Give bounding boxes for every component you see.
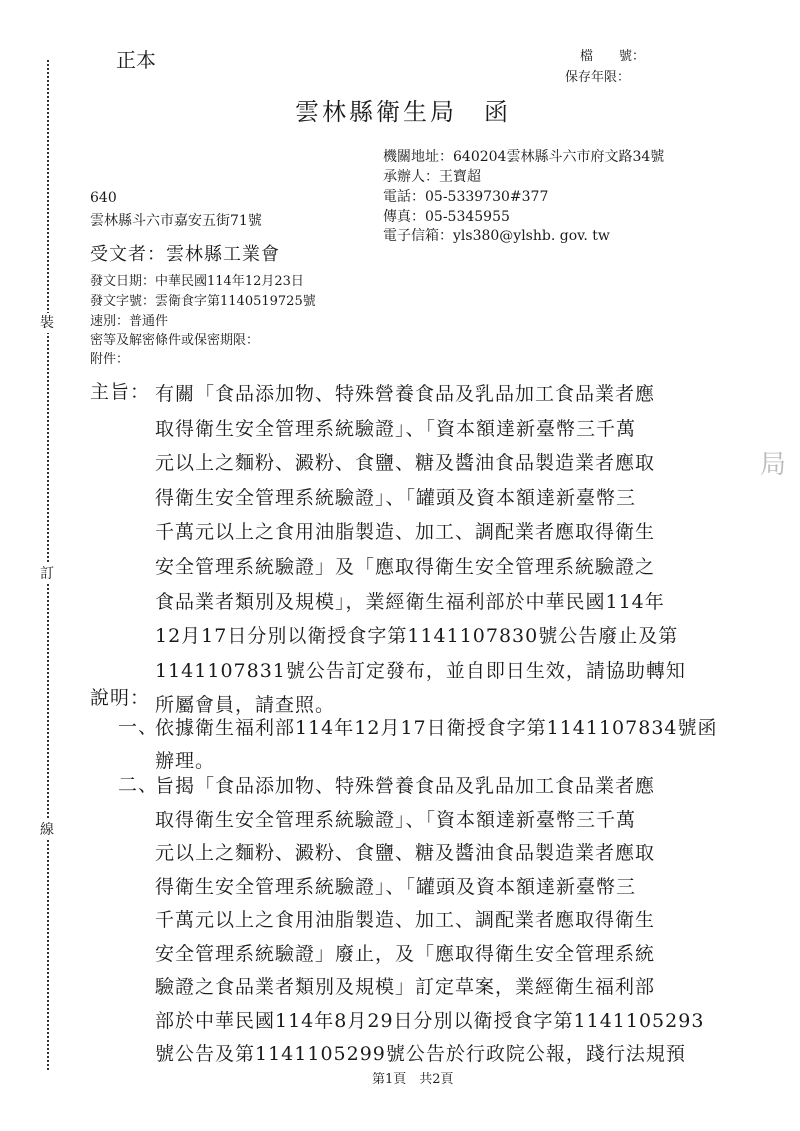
retention-label: 保存年限： [565,70,631,85]
recipient-address: 雲林縣斗六市嘉安五街71號 [90,213,262,229]
agency-fax: 傳真：05-5345955 [383,209,510,225]
page-number: 第1頁 共2頁 [372,1072,454,1087]
explanation-line: 千萬元以上之食用油脂製造、加工、調配業者應取得衛生 [155,909,656,931]
doc-attachment: 附件： [90,352,130,367]
doc-speed: 速別：普通件 [90,314,169,329]
binding-mark-ding: 訂 [40,566,54,582]
explanation-line: 依據衛生福利部114年12月17日衛授食字第1141107834號函 [155,717,718,739]
explanation-line: 號公告及第1141105299號公告於行政院公報，踐行法規預 [155,1043,686,1065]
subject-line: 元以上之麵粉、澱粉、食鹽、糖及醬油食品製造業者應取 [155,452,656,475]
agency-handler: 承辦人：王寶超 [383,169,481,185]
copy-mark: 正本 [116,48,156,72]
subject-line: 安全管理系統驗證」及「應取得衛生安全管理系統驗證之 [155,555,656,578]
doc-secrecy: 密等及解密條件或保密期限： [90,333,260,348]
subject-line: 12月17日分別以衛授食字第1141107830號公告廢止及第 [155,625,679,648]
explanation-line: 元以上之麵粉、澱粉、食鹽、糖及醬油食品製造業者應取 [155,842,656,864]
subject-label: 主旨： [90,381,151,403]
explanation-line: 驗證之食品業者類別及規模」訂定草案，業經衛生福利部 [155,976,656,998]
binding-mark-xian: 線 [40,822,54,838]
binding-mark-zhuang: 裝 [40,315,54,331]
subject-body [155,377,686,723]
subject-line: 1141107831號公告訂定發布，並自即日生效，請協助轉知 [155,659,686,682]
doc-number: 發文字號：雲衛食字第1140519725號 [90,294,316,309]
subject-line: 千萬元以上之食用油脂製造、加工、調配業者應取得衛生 [155,521,656,544]
explanation-line: 取得衛生安全管理系統驗證」、「資本額達新臺幣三千萬 [155,808,637,831]
explanation-item-2 [155,770,704,1072]
agency-email: 電子信箱：yls380@ylshb. gov. tw [383,228,610,244]
explanation-item-number: 二、 [118,774,159,796]
explanation-line: 安全管理系統驗證」廢止，及「應取得衛生安全管理系統 [155,942,656,965]
subject-line: 得衛生安全管理系統驗證」、「罐頭及資本額達新臺幣三 [155,486,637,509]
recipient-line: 受文者：雲林縣工業會 [90,244,280,265]
doc-date: 發文日期：中華民國114年12月23日 [90,274,304,289]
explanation-line: 辦理。 [155,750,216,772]
agency-address: 機關地址：640204雲林縣斗六市府文路34號 [383,149,665,165]
explanation-item-1 [155,712,718,778]
file-number-label: 檔 號： [580,49,646,64]
explanation-item-number: 一、 [118,716,159,738]
explanation-line: 部於中華民國114年8月29日分別以衛授食字第1141105293 [155,1009,705,1032]
subject-line: 所屬會員，請查照。 [155,694,336,717]
explanation-line: 旨揭「食品添加物、特殊營養食品及乳品加工食品業者應 [155,775,656,797]
agency-phone: 電話：05-5339730#377 [383,189,549,205]
subject-line: 取得衛生安全管理系統驗證」、「資本額達新臺幣三千萬 [155,417,637,440]
page-title: 雲林縣衛生局 函 [295,98,511,126]
explanation-label: 說明： [90,687,151,709]
subject-line: 有關「食品添加物、特殊營養食品及乳品加工食品業者應 [155,383,656,405]
subject-line: 食品業者類別及規模」，業經衛生福利部於中華民國114年 [155,590,665,613]
recipient-postal-code: 640 [90,190,117,206]
explanation-line: 得衛生安全管理系統驗證」、「罐頭及資本額達新臺幣三 [155,875,637,898]
seal-stamp-watermark: 局 [759,450,786,480]
